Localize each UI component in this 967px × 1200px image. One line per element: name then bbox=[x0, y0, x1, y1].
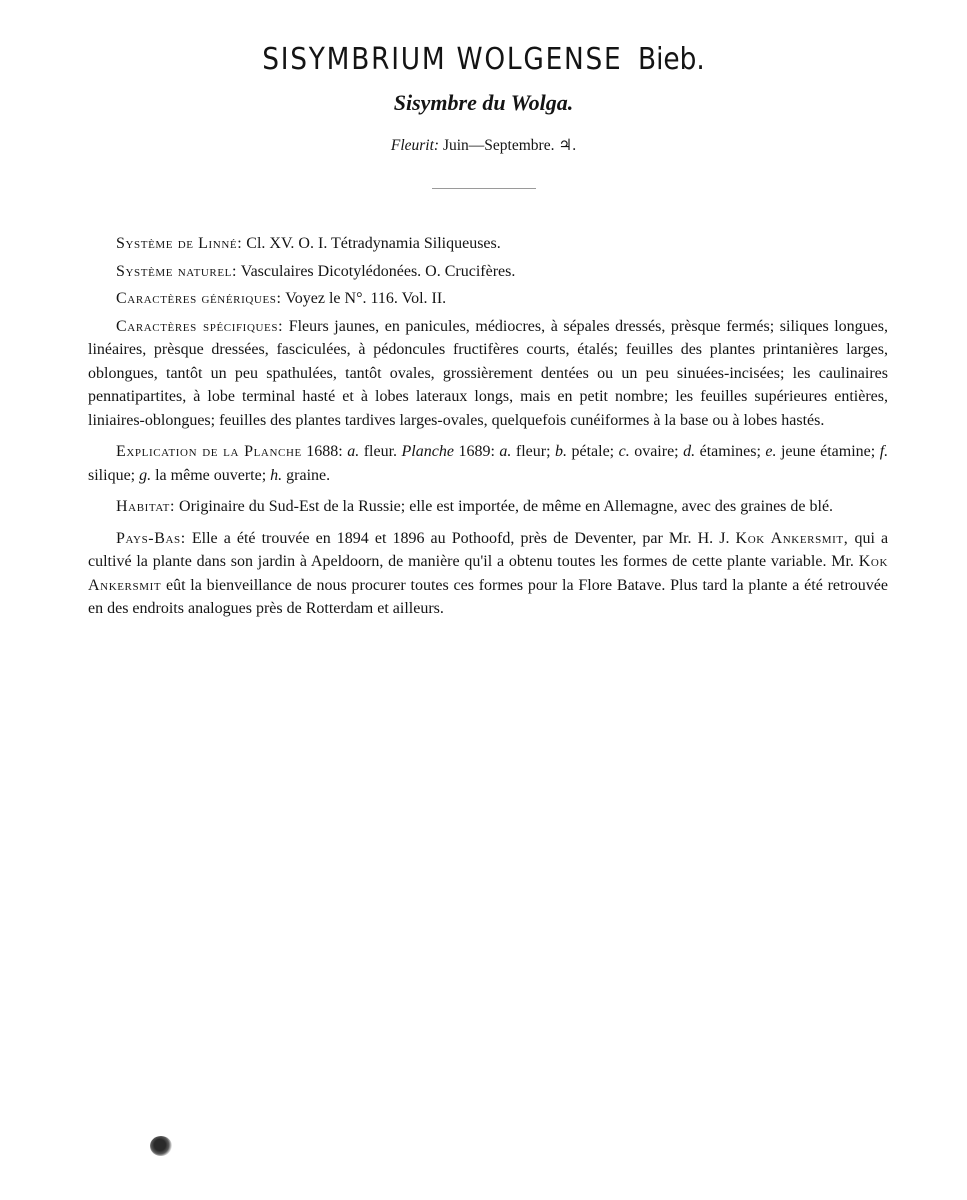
fig-letter: a. bbox=[347, 443, 360, 460]
generic-characters bbox=[88, 287, 888, 311]
linne-text: Cl. XV. O. I. Tétradynamia Siliqueuses. bbox=[246, 235, 501, 252]
page-title bbox=[58, 42, 909, 77]
fig-letter: d. bbox=[683, 443, 696, 460]
fig-letter: a. bbox=[499, 443, 512, 460]
collector-name: Kok Ankersmit bbox=[88, 553, 888, 594]
habitat-text: Originaire du Sud-Est de la Russie; elle est importée, de même en Allemagne, avec des graines de blé. bbox=[179, 498, 834, 515]
vernacular-name: Sisymbre du Wolga. bbox=[393, 90, 574, 115]
explication-label: Explication de la Planche bbox=[116, 443, 302, 460]
fig-caption: ovaire; bbox=[634, 443, 679, 460]
fig-caption: pétale; bbox=[571, 443, 615, 460]
generiques-text: Voyez le N°. 116. Vol. II. bbox=[285, 290, 447, 307]
specific-characters bbox=[88, 315, 888, 433]
species-name: SISYMBRIUM WOLGENSE bbox=[262, 42, 623, 77]
fig-letter: f. bbox=[879, 443, 889, 460]
ink-spot bbox=[150, 1136, 172, 1156]
flowering-value: Juin—Septembre. bbox=[442, 137, 555, 154]
fig-letter: h. bbox=[270, 466, 283, 484]
perennial-symbol: ♃. bbox=[558, 137, 577, 154]
naturel-text: Vasculaires Dicotylédonées. O. Crucifères. bbox=[240, 262, 516, 280]
fig-letter: b. bbox=[555, 443, 567, 460]
plate-word: Planche bbox=[401, 443, 454, 460]
generiques-label: Caractères génériques: bbox=[116, 290, 282, 307]
habitat-label: Habitat: bbox=[116, 498, 176, 515]
linne-system bbox=[88, 232, 888, 256]
flowering-label: Fleurit: bbox=[390, 137, 440, 154]
divider bbox=[432, 188, 536, 189]
fig-caption: étamines; bbox=[699, 443, 761, 460]
fig-caption: fleur. bbox=[363, 443, 398, 460]
fig-caption: jeune étamine; bbox=[780, 443, 876, 460]
naturel-label: Système naturel: bbox=[116, 262, 238, 280]
plate-explanation bbox=[88, 440, 888, 487]
fig-letter: e. bbox=[765, 443, 777, 460]
habitat bbox=[88, 495, 888, 519]
natural-system bbox=[88, 260, 888, 284]
fig-caption: fleur; bbox=[515, 443, 551, 460]
paysbas-text-3: eût la bienveillance de nous procurer toutes ces formes pour la Flore Batave. Plus tard la plante a été retrouvée en des endroits analogues près de Rotterdam et ailleurs. bbox=[88, 576, 888, 617]
collector-name: Kok Ankersmit, bbox=[735, 529, 849, 547]
paysbas-text-1: Elle a été trouvée en 1894 et 1896 au Pothoofd, près de Deventer, par Mr. H. J. bbox=[191, 529, 730, 547]
netherlands-records bbox=[88, 527, 888, 621]
specifiques-label: Caractères spécifiques: bbox=[116, 317, 284, 335]
paysbas-label: Pays-Bas: bbox=[116, 529, 186, 547]
specifiques-text: Fleurs jaunes, en panicules, médiocres, à sépales dressés, prèsque fermés; siliques longues, linéaires, prèsque dressées, fasciculées, à pédoncules fructifères courts, étalés; feuilles des plantes printanières larges, oblongues, tantôt un peu spathulées, tantôt ovales, grossièrement dentées ou un peu sinuées-incisées; les caulinaires pennatipartites, à lobe terminal hasté et à lobes lateraux longs, mais en petit nombre; les feuilles supérieures entières, liniaires-oblongues; feuilles des plantes tardives larges-ovales, quelquefois cunéiformes à la base ou à lobes hastés. bbox=[88, 317, 889, 429]
linne-label: Système de Linné: bbox=[116, 235, 243, 252]
fig-letter: g. bbox=[139, 466, 152, 484]
flowering-line bbox=[0, 136, 967, 155]
species-authority: Bieb. bbox=[637, 42, 705, 77]
paysbas-text-2: qui a cultivé la plante dans son jardin à Apeldoorn, de manière qu'il a obtenu toutes les formes de cette plante variable. Mr. bbox=[88, 529, 889, 570]
fig-caption: graine. bbox=[286, 466, 331, 484]
fig-caption: la même ouverte; bbox=[155, 466, 267, 484]
fig-caption: silique; bbox=[88, 466, 136, 484]
description-body bbox=[88, 232, 888, 629]
fig-letter: c. bbox=[618, 443, 630, 460]
plate-number-1689: 1689: bbox=[458, 443, 495, 460]
plate-number-1688: 1688: bbox=[306, 443, 343, 460]
